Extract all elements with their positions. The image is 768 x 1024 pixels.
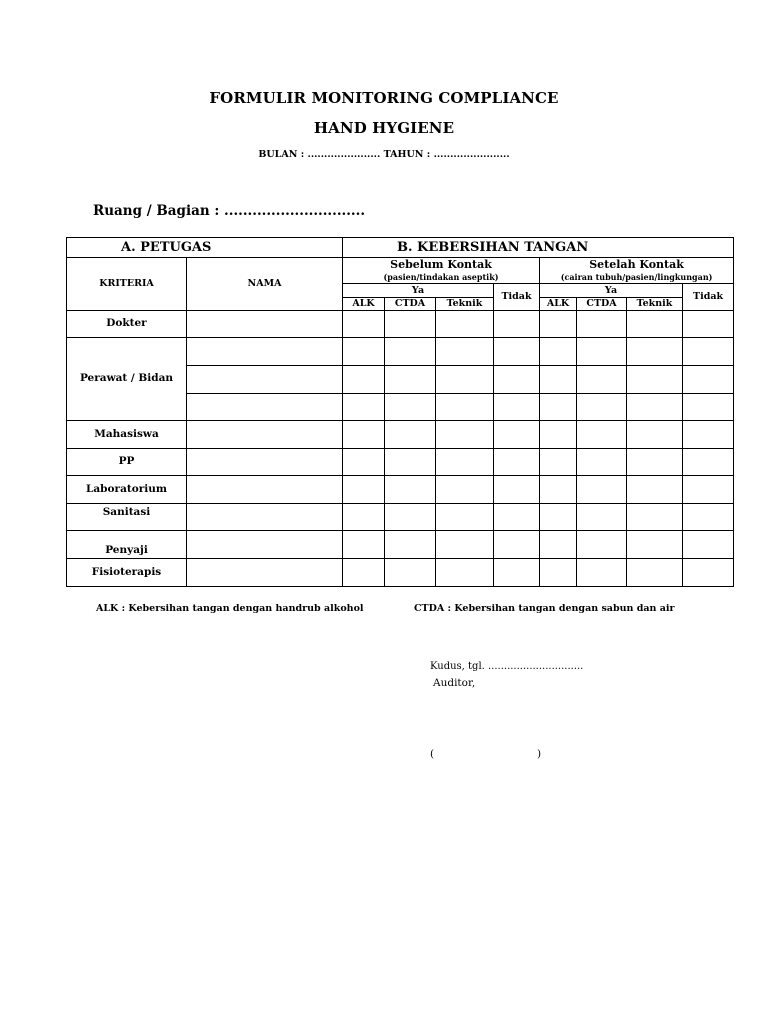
table-row [67,310,734,337]
form-subtitle: HAND HYGIENE [313,119,455,137]
check-cell[interactable] [343,310,385,337]
check-cell[interactable] [627,448,683,475]
signature-open-paren: ( [430,748,435,760]
check-cell[interactable] [627,503,683,530]
check-cell[interactable] [343,420,385,448]
check-cell[interactable] [683,393,734,420]
check-cell[interactable] [494,310,540,337]
check-cell[interactable] [343,503,385,530]
kriteria-cell: PP [67,448,187,475]
table-row [67,337,734,365]
nama-cell[interactable] [187,503,343,530]
check-cell[interactable] [494,393,540,420]
table-row [67,558,734,586]
nama-cell[interactable] [187,310,343,337]
check-cell[interactable] [683,420,734,448]
setelah-kontak-header: Setelah Kontak [540,258,734,272]
kriteria-cell: Perawat / Bidan [67,337,187,420]
check-cell[interactable] [540,337,577,365]
check-cell[interactable] [343,393,385,420]
check-cell[interactable] [577,420,627,448]
check-cell[interactable] [627,337,683,365]
nama-header: NAMA [187,258,343,311]
kriteria-cell: Penyaji [67,530,187,558]
nama-cell[interactable] [187,337,343,365]
nama-cell[interactable] [187,420,343,448]
check-cell[interactable] [385,475,436,503]
tidak-header-setelah: Tidak [683,283,734,310]
check-cell[interactable] [683,558,734,586]
check-cell[interactable] [577,503,627,530]
check-cell[interactable] [494,530,540,558]
check-cell[interactable] [343,365,385,393]
check-cell[interactable] [540,393,577,420]
check-cell[interactable] [540,475,577,503]
check-cell[interactable] [540,365,577,393]
check-cell[interactable] [627,310,683,337]
check-cell[interactable] [683,448,734,475]
alk-header: ALK [540,297,577,310]
legend-alk: ALK : Kebersihan tangan dengan handrub alkohol [96,603,364,614]
form-title: FORMULIR MONITORING COMPLIANCE [209,89,559,107]
check-cell[interactable] [494,420,540,448]
check-cell[interactable] [540,310,577,337]
kriteria-cell: Fisioterapis [67,558,187,586]
check-cell[interactable] [494,558,540,586]
check-cell[interactable] [540,503,577,530]
check-cell[interactable] [436,558,494,586]
nama-cell[interactable] [187,475,343,503]
check-cell[interactable] [577,530,627,558]
check-cell[interactable] [577,393,627,420]
table-row [67,503,734,530]
check-cell[interactable] [494,365,540,393]
sebelum-kontak-note: (pasien/tindakan aseptik) [343,272,540,284]
signature-place-date: Kudus, tgl. .............................. [430,661,584,672]
ya-header-sebelum: Ya [343,283,494,297]
check-cell[interactable] [343,558,385,586]
kriteria-cell: Laboratorium [67,475,187,503]
nama-cell[interactable] [187,365,343,393]
teknik-header: Teknik [627,297,683,310]
sebelum-kontak-header: Sebelum Kontak [343,258,540,272]
check-cell[interactable] [627,475,683,503]
table-row [67,475,734,503]
check-cell[interactable] [577,448,627,475]
check-cell[interactable] [436,475,494,503]
check-cell[interactable] [577,337,627,365]
check-cell[interactable] [577,310,627,337]
signature-close-paren: ) [537,748,542,760]
ctda-header: CTDA [577,297,627,310]
check-cell[interactable] [436,448,494,475]
setelah-kontak-note: (cairan tubuh/pasien/lingkungan) [540,272,734,284]
check-cell[interactable] [436,530,494,558]
table-row [67,420,734,448]
check-cell[interactable] [627,420,683,448]
nama-cell[interactable] [187,393,343,420]
check-cell[interactable] [683,475,734,503]
section-b-header: B. KEBERSIHAN TANGAN [343,238,734,258]
tidak-header-sebelum: Tidak [494,283,540,310]
check-cell[interactable] [385,503,436,530]
check-cell[interactable] [540,530,577,558]
signature-role: Auditor, [433,677,476,689]
check-cell[interactable] [385,448,436,475]
compliance-table [66,237,734,587]
check-cell[interactable] [385,530,436,558]
check-cell[interactable] [343,530,385,558]
legend-ctda: CTDA : Kebersihan tangan dengan sabun dan air [414,603,675,614]
check-cell[interactable] [343,475,385,503]
check-cell[interactable] [577,475,627,503]
ya-header-setelah: Ya [540,283,683,297]
check-cell[interactable] [627,530,683,558]
nama-cell[interactable] [187,448,343,475]
check-cell[interactable] [683,337,734,365]
check-cell[interactable] [385,420,436,448]
check-cell[interactable] [436,503,494,530]
nama-cell[interactable] [187,558,343,586]
table-row [67,448,734,475]
table-row [67,530,734,558]
check-cell[interactable] [494,475,540,503]
check-cell[interactable] [385,393,436,420]
period-line: BULAN : ...................... TAHUN : ....................... [258,149,510,160]
section-a-header: A. PETUGAS [67,238,343,258]
check-cell[interactable] [385,310,436,337]
check-cell[interactable] [683,365,734,393]
check-cell[interactable] [385,365,436,393]
check-cell[interactable] [577,558,627,586]
check-cell[interactable] [627,558,683,586]
check-cell[interactable] [627,365,683,393]
check-cell[interactable] [683,530,734,558]
check-cell[interactable] [683,503,734,530]
kriteria-cell: Sanitasi [67,503,187,530]
check-cell[interactable] [540,420,577,448]
teknik-header: Teknik [436,297,494,310]
check-cell[interactable] [540,448,577,475]
check-cell[interactable] [683,310,734,337]
check-cell[interactable] [436,420,494,448]
alk-header: ALK [343,297,385,310]
check-cell[interactable] [540,558,577,586]
kriteria-cell: Dokter [67,310,187,337]
kriteria-header: KRITERIA [67,258,187,311]
check-cell[interactable] [385,558,436,586]
check-cell[interactable] [436,310,494,337]
check-cell[interactable] [627,393,683,420]
check-cell[interactable] [343,337,385,365]
check-cell[interactable] [343,448,385,475]
check-cell[interactable] [436,365,494,393]
check-cell[interactable] [494,337,540,365]
check-cell[interactable] [577,365,627,393]
check-cell[interactable] [436,393,494,420]
check-cell[interactable] [385,337,436,365]
check-cell[interactable] [436,337,494,365]
ruang-bagian-line: Ruang / Bagian : .............................. [93,203,366,219]
ctda-header: CTDA [385,297,436,310]
kriteria-cell: Mahasiswa [67,420,187,448]
check-cell[interactable] [494,503,540,530]
check-cell[interactable] [494,448,540,475]
nama-cell[interactable] [187,530,343,558]
